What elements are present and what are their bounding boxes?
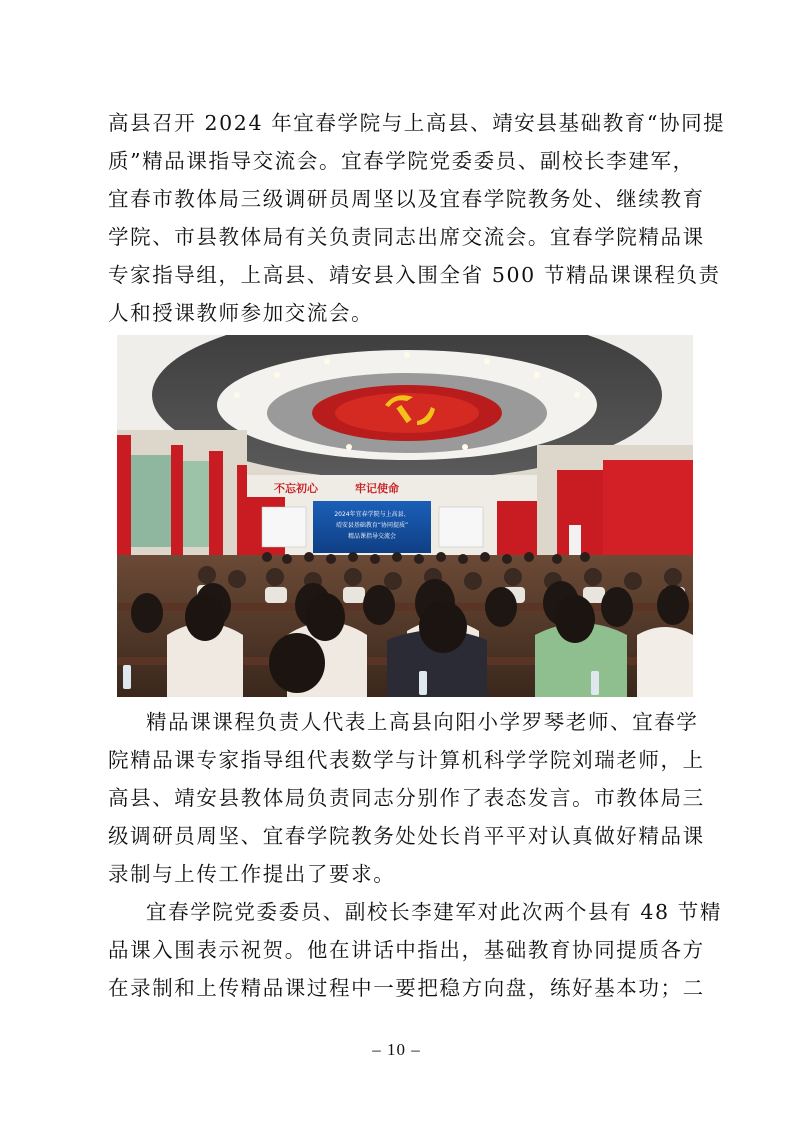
- paragraph-3-line-3: 在录制和上传精品课过程中一要把稳方向盘，练好基本功；二: [108, 976, 705, 1000]
- paragraph-1-line-3: 宜春市教体局三级调研员周坚以及宜春学院教务处、继续教育: [108, 187, 705, 211]
- paragraph-1-line-1: 高县召开 2024 年宜春学院与上高县、靖安县基础教育“协同提: [108, 111, 726, 135]
- paragraph-1-line-2: 质”精品课指导交流会。宜春学院党委委员、副校长李建军，: [108, 149, 695, 173]
- page-number: – 10 –: [372, 1040, 421, 1059]
- paragraph-2-line-1: 精品课课程负责人代表上高县向阳小学罗琴老师、宜春学: [146, 710, 699, 734]
- screen-line-3: 精品课指导交流会: [347, 533, 397, 540]
- paragraph-1-line-5: 专家指导组，上高县、靖安县入围全省 500 节精品课课程负责: [108, 263, 721, 287]
- screen-line-2: 靖安县基础教育“协同提质”: [335, 522, 409, 529]
- paragraph-1-line-4: 学院、市县教体局有关负责同志出席交流会。宜春学院精品课: [108, 225, 705, 249]
- paragraph-1-line-6: 人和授课教师参加交流会。: [108, 301, 374, 325]
- paragraph-3-line-2: 品课入围表示祝贺。他在讲话中指出，基础教育协同提质各方: [108, 938, 705, 962]
- slogan-left: 不忘初心: [274, 482, 318, 495]
- paragraph-3-line-1: 宜春学院党委委员、副校长李建军对此次两个县有 48 节精: [146, 900, 722, 924]
- paragraph-2-line-3: 高县、靖安县教体局负责同志分别作了表态发言。市教体局三: [108, 786, 705, 810]
- slogan-right: 牢记使命: [355, 482, 399, 495]
- meeting-photo-illustration: [117, 335, 693, 697]
- paragraph-2-line-2: 院精品课专家指导组代表数学与计算机科学学院刘瑞老师，上: [108, 748, 705, 772]
- paragraph-2-line-4: 级调研员周坚、宜春学院教务处处长肖平平对认真做好精品课: [108, 824, 705, 848]
- screen-line-1: 2024年宜春学院与上高县、: [334, 511, 410, 518]
- meeting-photo: [117, 335, 693, 697]
- paragraph-2-line-5: 录制与上传工作提出了要求。: [108, 862, 396, 886]
